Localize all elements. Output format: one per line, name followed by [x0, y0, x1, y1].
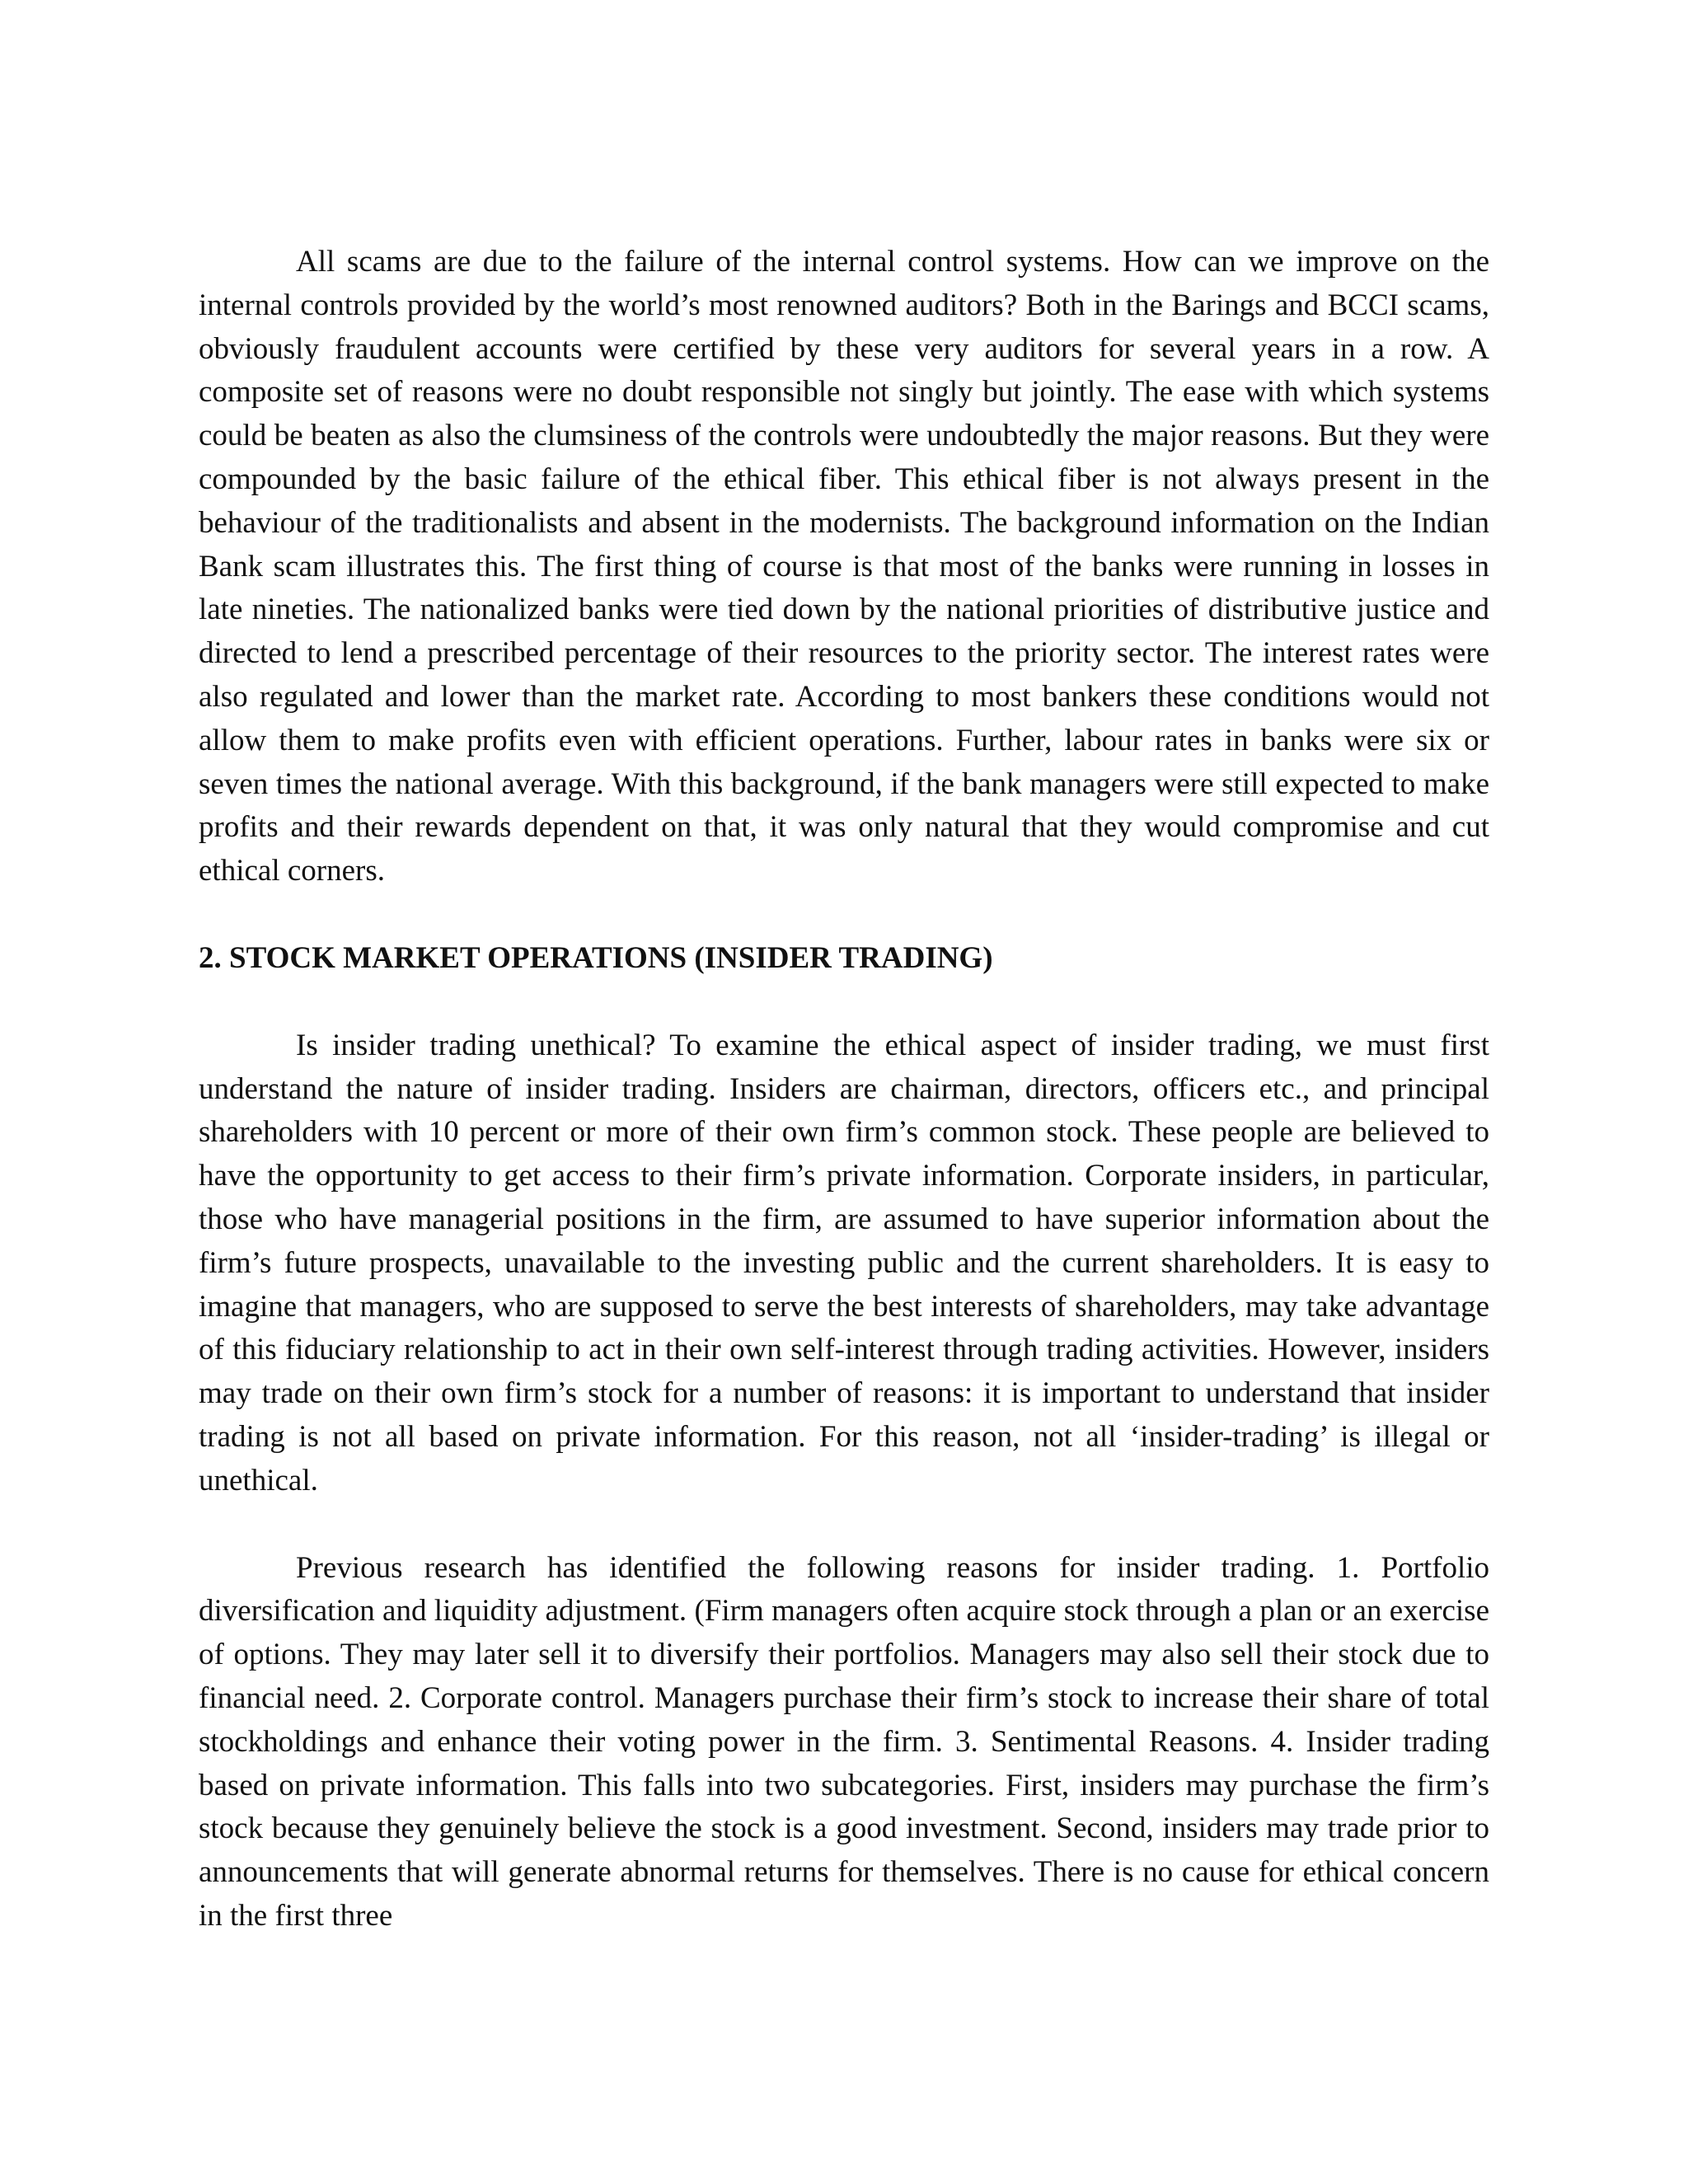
section-heading: 2. STOCK MARKET OPERATIONS (INSIDER TRADING): [199, 940, 993, 975]
spacer: [199, 981, 1489, 1024]
spacer: [199, 893, 1489, 937]
paragraph-reasons: Previous research has identified the following reasons for insider trading. 1. Portfolio diversification and liquidity adjustment. (Firm managers often acquire stock through a plan or an exercise of options. They may later sell it to diversify their portfolios. Managers may also sell their stock due to financial need. 2. Corporate control. Managers purchase their firm’s stock to increase their share of total stockholdings and enhance their voting power in the firm. 3. Sentimental Reasons. 4. Insider trading based on private information. This falls into two subcategories. First, insiders may purchase the firm’s stock because they genuinely believe the stock is a good investment. Second, insiders may trade prior to announcements that will generate abnormal returns for themselves. There is no cause for ethical concern in the first three: [199, 1550, 1489, 1933]
spacer: [199, 1503, 1489, 1547]
paragraph-internal-controls: All scams are due to the failure of the internal control systems. How can we improve on the internal controls provided by the world’s most renowned auditors? Both in the Barings and BCCI scams, obviously fraudulent accounts were certified by these very auditors for several years in a row. A composite set of reasons were no doubt responsible not singly but jointly. The ease with which systems could be beaten as also the clumsiness of the controls were undoubtedly the major reasons. But they were compounded by the basic failure of the ethical fiber. This ethical fiber is not always present in the behaviour of the traditionalists and absent in the modernists. The background information on the Indian Bank scam illustrates this. The first thing of course is that most of the banks were running in losses in late nineties. The nationalized banks were tied down by the national priorities of distributive justice and directed to lend a prescribed percentage of their resources to the priority sector. The interest rates were also regulated and lower than the market rate. According to most bankers these conditions would not allow them to make profits even with efficient operations. Further, labour rates in banks were six or seven times the national average. With this background, if the bank managers were still expected to make profits and their rewards dependent on that, it was only natural that they would compromise and cut ethical corners.: [199, 245, 1489, 888]
paragraph-insider-trading: Is insider trading unethical? To examine the ethical aspect of insider trading, we must first understand the nature of insider trading. Insiders are chairman, directors, officers etc., and principal shareholders with 10 percent or more of their own firm’s common stock. These people are believed to have the opportunity to get access to their firm’s private information. Corporate insiders, in particular, those who have managerial positions in the firm, are assumed to have superior information about the firm’s future prospects, unavailable to the investing public and the current shareholders. It is easy to imagine that managers, who are supposed to serve the best interests of shareholders, may take advantage of this fiduciary relationship to act in their own self-interest through trading activities. However, insiders may trade on their own firm’s stock for a number of reasons: it is important to understand that insider trading is not all based on private information. For this reason, not all ‘insider-trading’ is illegal or unethical.: [199, 1028, 1489, 1497]
document-page: [199, 241, 1489, 1938]
